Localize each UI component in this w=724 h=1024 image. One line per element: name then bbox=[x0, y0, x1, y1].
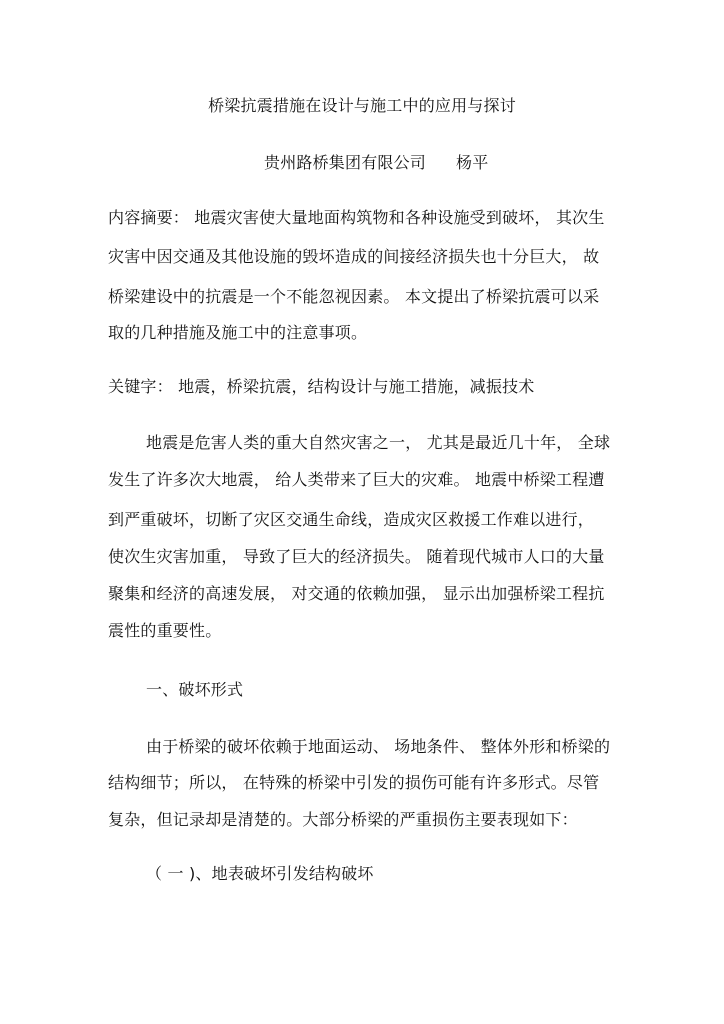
abstract-line: 桥梁建设中的抗震是一个不能忽视因素。 本文提出了桥梁抗震可以采 bbox=[108, 287, 600, 306]
section-body-line: 由于桥梁的破坏依赖于地面运动、 场地条件、 整体外形和桥梁的 bbox=[146, 737, 611, 756]
abstract-line: 灾害中因交通及其他设施的毁坏造成的间接经济损失也十分巨大， 故 bbox=[108, 247, 600, 266]
intro-line: 地震是危害人类的重大自然灾害之一， 尤其是最近几十年， 全球 bbox=[146, 433, 611, 452]
author-name: 杨平 bbox=[456, 153, 489, 172]
keywords-line: 关键字： 地震，桥梁抗震，结构设计与施工措施，减振技术 bbox=[108, 377, 535, 396]
document-title: 桥梁抗震措施在设计与施工中的应用与探讨 bbox=[208, 96, 516, 115]
author-line bbox=[264, 153, 488, 173]
section-body-line: 复杂，但记录却是清楚的。大部分桥梁的严重损伤主要表现如下： bbox=[108, 810, 578, 829]
intro-line: 发生了许多次大地震， 给人类带来了巨大的灾难。 地震中桥梁工程遭 bbox=[108, 470, 605, 489]
section-body-line: 结构细节；所以， 在特殊的桥梁中引发的损伤可能有许多形式。尽管 bbox=[108, 773, 600, 792]
intro-line: 使次生灾害加重， 导致了巨大的经济损失。 随着现代城市人口的大量 bbox=[108, 547, 605, 566]
abstract-line: 取的几种措施及施工中的注意事项。 bbox=[108, 323, 368, 342]
abstract-line: 内容摘要： 地震灾害使大量地面构筑物和各种设施受到破坏， 其次生 bbox=[108, 208, 605, 227]
intro-line: 到严重破坏，切断了灾区交通生命线，造成灾区救援工作难以进行， bbox=[108, 510, 595, 529]
subsection-heading: （ 一 )、地表破坏引发结构破坏 bbox=[146, 864, 374, 883]
intro-line: 聚集和经济的高速发展， 对交通的依赖加强， 显示出加强桥梁工程抗 bbox=[108, 584, 605, 603]
intro-line: 震性的重要性。 bbox=[108, 621, 222, 640]
section-heading: 一、破坏形式 bbox=[146, 680, 244, 699]
author-organization: 贵州路桥集团有限公司 bbox=[264, 153, 427, 172]
